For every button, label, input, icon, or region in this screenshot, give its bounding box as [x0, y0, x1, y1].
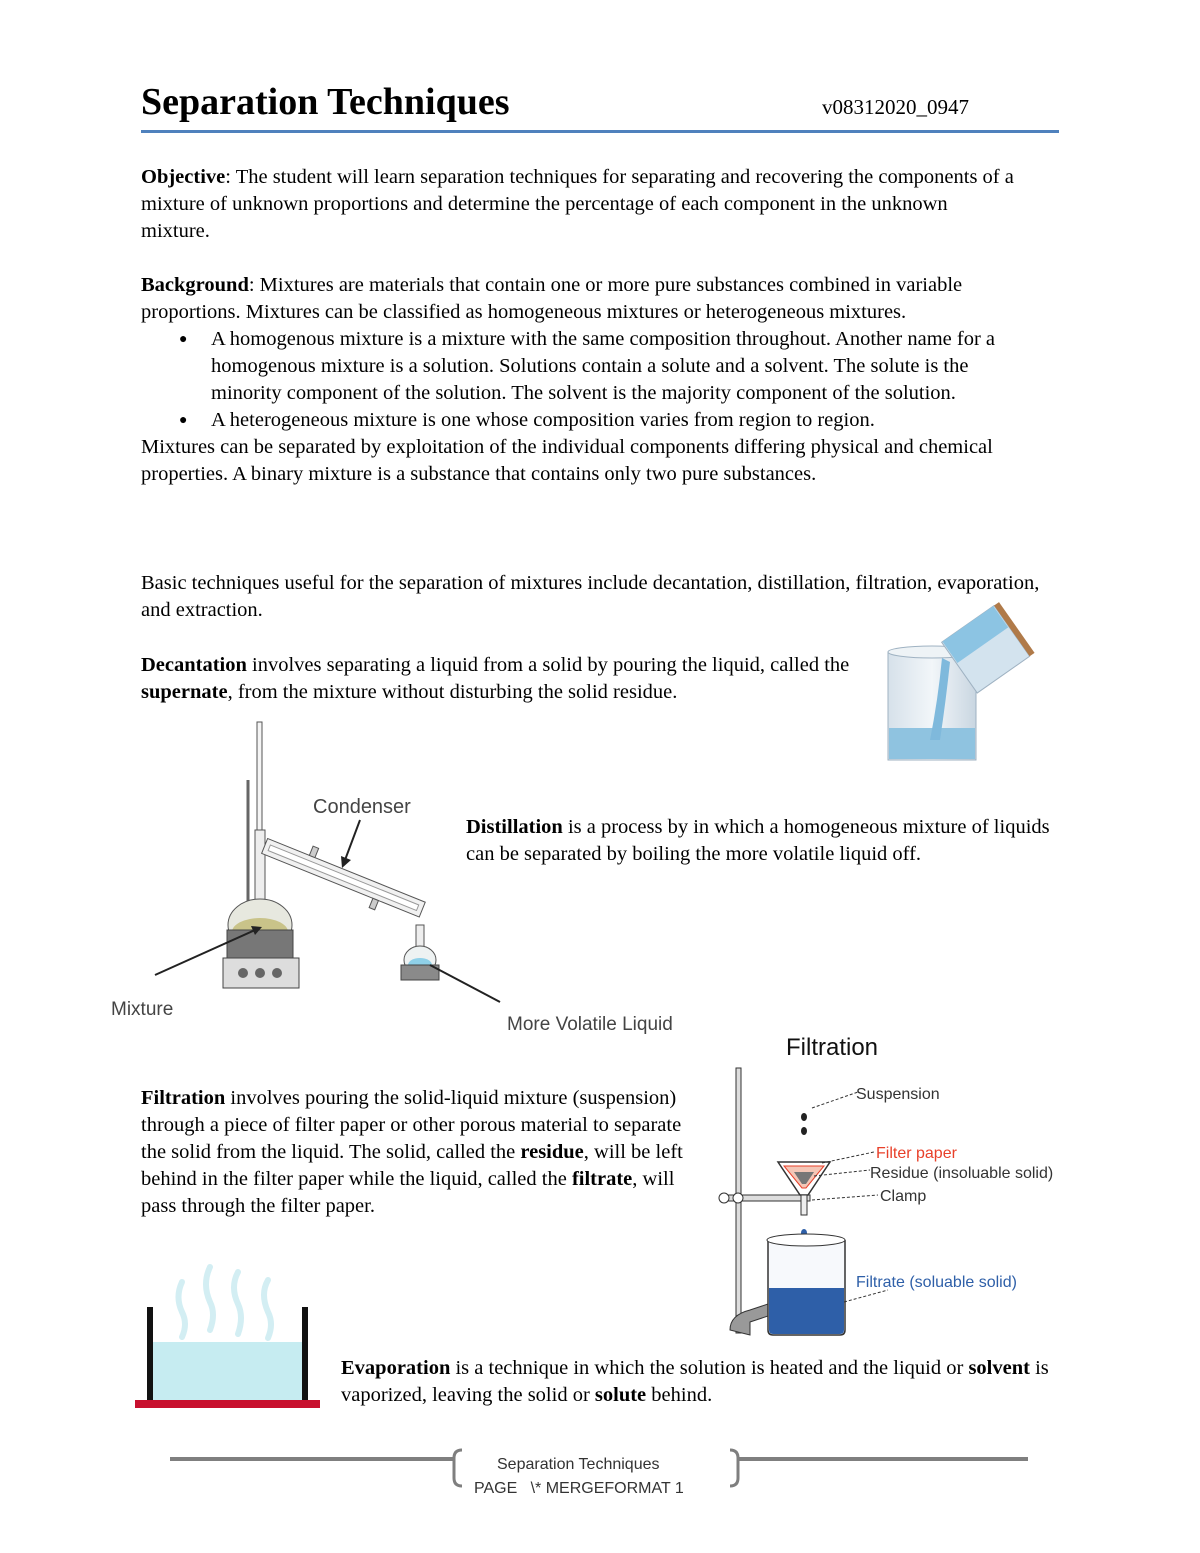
filtration-term: Filtration [141, 1087, 226, 1109]
condenser-label: Condenser [313, 796, 411, 818]
residue-term: residue [520, 1141, 584, 1163]
distillation-diagram [105, 720, 705, 1040]
objective-label: Objective [141, 166, 226, 188]
footer-page: PAGE \* MERGEFORMAT 1 [474, 1480, 684, 1497]
filtration-diagram-title: Filtration [786, 1034, 879, 1061]
evaporation-paragraph [341, 1355, 1071, 1409]
decantation-beaker-image [880, 600, 1045, 765]
evaporation-text-3: behind. [646, 1384, 713, 1406]
heater-plate [135, 1400, 320, 1408]
footer-rule-left [170, 1457, 455, 1461]
bullet-homogeneous: ● A homogenous mixture is a mixture with the same composition throughout. Another name for a homogenous mixture is a solution. Solutions contain a solute and a solvent. The solute is the minority component of the solution. The solvent is the majority component of the solution. [141, 326, 1031, 407]
background-after: Mixtures can be separated by exploitation of the individual components differing physical and chemical properties. A binary mixture is a substance that contains only two pure substances. [141, 436, 993, 485]
steam-icon [179, 1267, 272, 1338]
residue-label: Residue (insoluable solid) [870, 1165, 1054, 1182]
background-paragraph [141, 272, 1031, 488]
filtrate-term: filtrate [571, 1168, 633, 1190]
filtration-paragraph [141, 1085, 701, 1220]
background-bullets [141, 326, 1031, 434]
filter-paper-label: Filter paper [876, 1145, 957, 1162]
version-label: v08312020_0947 [822, 95, 969, 119]
bullet-heterogeneous: ● A heterogeneous mixture is one whose composition varies from region to region. [141, 407, 1031, 434]
evaporation-image [130, 1262, 330, 1412]
clamp-label: Clamp [880, 1188, 927, 1205]
decantation-term: Decantation [141, 654, 247, 676]
decantation-text-1: involves separating a liquid from a solid by pouring the liquid, called the [246, 654, 850, 676]
basic-techniques-paragraph: Basic techniques useful for the separation of mixtures include decantation, distillation, filtration, evaporation, and extraction. [141, 572, 1040, 621]
filtration-diagram [710, 1030, 1080, 1340]
filtration-text-1: involves pouring the solid-liquid mixture (suspension) through a piece of filter paper or other porous material to separate the solid from the liquid. The solid, called the [141, 1087, 682, 1163]
objective-text: : The student will learn separation techniques for separating and recovering the components of a mixture of unknown proportions and determine the percentage of each component in the unknown mixture. [141, 166, 1014, 242]
distillation-term: Distillation [466, 816, 563, 838]
distillation-paragraph [466, 814, 1056, 868]
evaporation-text-2: is vaporized, leaving the solid or [341, 1357, 1049, 1406]
mixture-label: Mixture [111, 999, 174, 1020]
objective-paragraph [141, 164, 1021, 245]
filtration-text-3: , will pass through the filter paper. [141, 1168, 675, 1217]
background-text: : Mixtures are materials that contain one or more pure substances combined in variable proportions. Mixtures can be classified as homogeneous mixtures or heterogeneous mixtures. [141, 274, 963, 323]
footer-title: Separation Techniques [497, 1456, 660, 1473]
decantation-text-2: , from the mixture without disturbing the solid residue. [227, 681, 678, 703]
solvent-term: solvent [968, 1357, 1030, 1379]
evaporation-text-1: is a technique in which the solution is heated and the liquid or [450, 1357, 969, 1379]
page-title: Separation Techniques [141, 81, 510, 123]
filtration-text-2: , will be left behind in the filter paper while the liquid, called the [141, 1141, 683, 1190]
footer-rule-right [738, 1457, 1028, 1461]
background-label: Background [141, 274, 249, 296]
decantation-paragraph [141, 652, 871, 706]
supernate-term: supernate [141, 681, 228, 703]
filtrate-label: Filtrate (soluable solid) [856, 1274, 1017, 1291]
volatile-liquid-label: More Volatile Liquid [507, 1014, 673, 1035]
distillation-text: is a process by in which a homogeneous mixture of liquids can be separated by boiling the more volatile liquid off. [466, 816, 1050, 865]
header-rule [141, 130, 1059, 133]
suspension-label: Suspension [856, 1086, 940, 1103]
solute-term: solute [594, 1384, 647, 1406]
evaporation-term: Evaporation [341, 1357, 451, 1379]
thermometer-icon [257, 722, 262, 837]
